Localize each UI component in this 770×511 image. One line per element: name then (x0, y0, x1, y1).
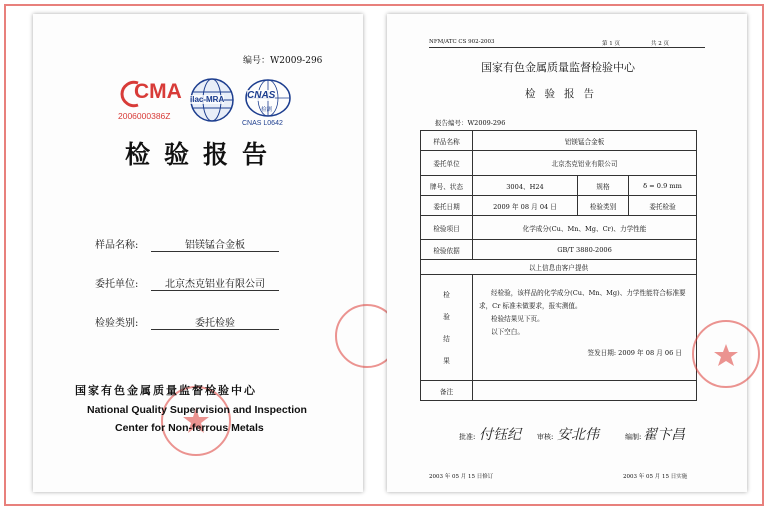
table-row (421, 260, 697, 275)
grade-value: 3004、H24 (473, 176, 578, 196)
table-row (421, 240, 697, 260)
cma-logo-text: CMA (134, 80, 182, 103)
detail-page (387, 14, 747, 492)
client-info-note: 以上信息由客户提供 (421, 260, 697, 275)
sample-name-value: 铝镁锰合金板 (473, 131, 697, 151)
basis-value: GB/T 3880-2006 (473, 240, 697, 260)
document-code: NFM/ATC CS 902-2003 (429, 39, 495, 45)
client-value: 北京杰克铝业有限公司 (151, 275, 279, 291)
remarks-value (473, 381, 697, 401)
table-row (421, 176, 697, 196)
category-value: 委托检验 (629, 196, 697, 216)
prepare-label: 编制: (625, 433, 642, 441)
header-rule (429, 47, 705, 48)
conclusion-line: 经检验，该样品的化学成分(Cu、Mn、Mg)、力学性能符合标准要 (491, 289, 686, 297)
org-name-en-line1: National Quality Supervision and Inspection (87, 404, 307, 416)
date-label: 委托日期 (421, 196, 473, 216)
detail-report-number: 报告编号：W2009-296 (435, 119, 506, 127)
client-label: 委托单位 (421, 151, 473, 176)
cnas-logo-text: CNAS (247, 90, 276, 101)
cnas-code: CNAS L0642 (242, 120, 283, 127)
review-signature: 安北伟 (557, 427, 599, 443)
report-table (420, 130, 697, 401)
cnas-logo (238, 78, 298, 132)
approve-signature: 付钰纪 (479, 427, 521, 443)
partial-seal-right (692, 320, 760, 388)
date-value: 2009 年 08 月 04 日 (473, 196, 578, 216)
table-row (421, 151, 697, 176)
review-label: 审核: (537, 433, 554, 441)
table-row (421, 196, 697, 216)
category-label: 检验类别: (95, 318, 139, 329)
conclusion-line: 检验结果见下页。 (491, 315, 544, 323)
cnas-logo-sub: 检测 (261, 107, 273, 113)
items-value: 化学成分(Cu、Mn、Mg、Cr)、力学性能 (473, 216, 697, 240)
cma-logo (118, 78, 182, 126)
report-title: 检验报告 (525, 88, 603, 100)
center-name: 国家有色金属质量监督检验中心 (481, 61, 635, 74)
table-row (421, 275, 697, 381)
remarks-label: 备注 (421, 381, 473, 401)
ilac-logo-text: ilac-MRA (190, 95, 225, 104)
table-row (421, 216, 697, 240)
spec-value: δ = 0.9 mm (629, 176, 697, 196)
approve-label: 批准: (459, 433, 476, 441)
items-label: 检验项目 (421, 216, 473, 240)
report-number-label: 编号： (243, 56, 271, 66)
conclusion-line: 求，Cr 标准未做要求，报实测值。 (479, 302, 582, 310)
footer-revised: 2003 年 05 月 15 日修订 (429, 474, 494, 480)
conclusion-line: 以下空白。 (491, 328, 524, 336)
spec-label: 规格 (578, 176, 629, 196)
table-row (421, 131, 697, 151)
prepare-signature: 翟卞昌 (643, 427, 685, 443)
conclusion-body (473, 275, 697, 381)
grade-label: 牌号、状态 (421, 176, 473, 196)
category-label: 检验类别 (578, 196, 629, 216)
ilac-mra-logo (188, 76, 236, 124)
basis-label: 检验依据 (421, 240, 473, 260)
report-number-value: W2009-296 (270, 56, 323, 66)
cover-title: 检验报告 (125, 140, 282, 169)
category-value: 委托检验 (151, 314, 279, 330)
cma-code: 2006000386Z (118, 111, 171, 121)
sample-name-value: 铝镁锰合金板 (151, 236, 279, 252)
issue-date: 签发日期: 2009 年 08 月 06 日 (587, 349, 682, 357)
seal-star-icon (694, 322, 758, 386)
sample-name-label: 样品名称 (421, 131, 473, 151)
cover-page (33, 14, 363, 492)
org-name-cn: 国家有色金属质量监督检验中心 (75, 384, 257, 397)
conclusion-label: 检 验 结 果 (421, 275, 473, 381)
cover-report-number (243, 53, 322, 66)
client-label: 委托单位: (95, 279, 139, 290)
page-number: 第 1 页 (602, 41, 620, 47)
sample-name-label: 样品名称: (95, 240, 139, 251)
client-value: 北京杰克铝业有限公司 (473, 151, 697, 176)
footer-effective: 2003 年 05 月 15 日实施 (623, 474, 688, 480)
table-row (421, 381, 697, 401)
org-name-en-line2: Center for Non-ferrous Metals (115, 422, 264, 434)
page-total: 共 2 页 (651, 41, 669, 47)
